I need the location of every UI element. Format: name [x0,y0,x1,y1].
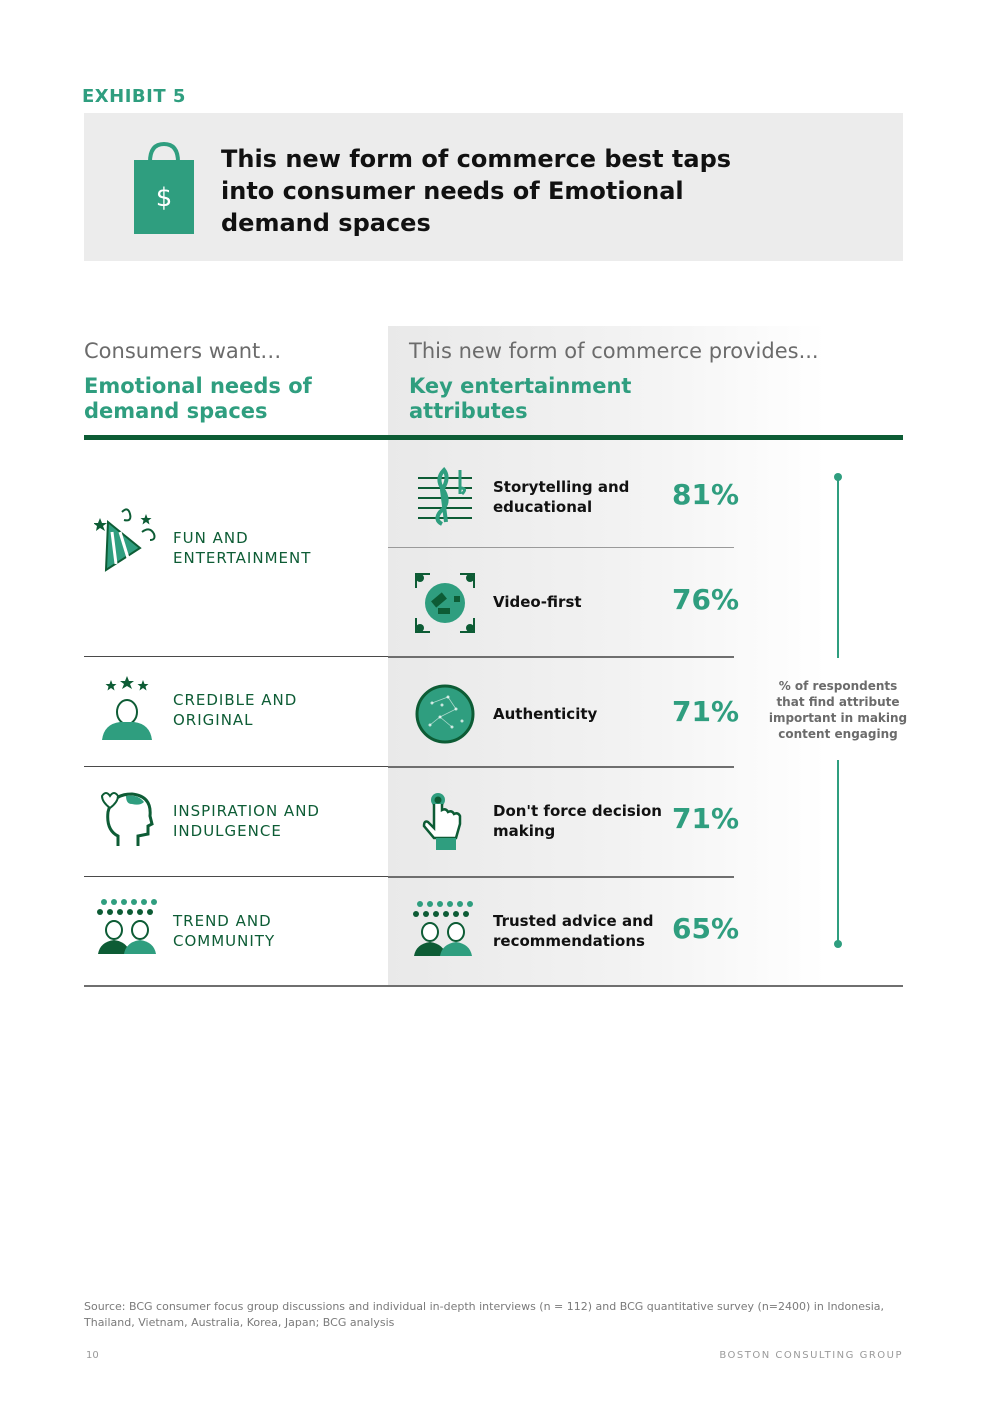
attribute-label-trusted: Trusted advice and recommendations [493,912,654,950]
row-divider [84,766,388,767]
scale-line-top [837,476,839,658]
attribute-value-authenticity: 71% [672,695,740,728]
pointing-hand-icon [412,788,478,854]
shopping-bag-icon [130,140,198,236]
person-stars-icon [94,674,160,740]
globe-icon [412,681,478,747]
left-column-intro: Consumers want… [84,339,282,363]
row-divider [388,876,734,878]
bag-dollar-symbol: $ [155,183,173,213]
attribute-label-video: Video-first [493,593,582,611]
attribute-value-video: 76% [672,583,740,616]
header-rule [84,435,903,440]
need-label-credible: CREDIBLE AND ORIGINAL [173,691,298,729]
crowd-icon [94,892,160,958]
source-note: Source: BCG consumer focus group discussions and individual in-depth interviews (n = 112) and BCG quantitative survey (n=2400) in Indonesia, Thailand, Vietnam, Australia, Korea, Japan; BCG analysis [84,1300,885,1329]
attribute-label-authenticity: Authenticity [493,705,598,723]
need-label-trend: TREND AND COMMUNITY [173,912,276,950]
attribute-value-trusted: 65% [672,912,740,945]
row-divider [388,656,734,658]
attribute-value-storytelling: 81% [672,478,740,511]
row-divider [84,876,388,877]
music-notes-icon [412,464,478,530]
attribute-label-decision: Don't force decision making [493,802,662,840]
exhibit-label: EXHIBIT 5 [82,86,186,107]
scale-line-bottom [837,760,839,944]
crowd-icon [410,894,476,960]
exhibit-title: This new form of commerce best taps into consumer needs of Emotional demand spaces [221,145,732,237]
video-screen-icon [412,570,478,636]
scale-dot-bottom [834,940,842,948]
left-column-heading: Emotional needs of demand spaces [84,374,312,423]
need-label-fun: FUN AND ENTERTAINMENT [173,529,312,567]
row-divider [388,766,734,768]
right-column-heading: Key entertainment attributes [409,374,632,423]
attribute-value-decision: 71% [672,802,740,835]
attribute-label-storytelling: Storytelling and educational [493,478,630,516]
head-heart-icon [94,786,160,852]
scale-note: % of respondents that find attribute important in making content engaging [768,679,908,741]
need-label-inspiration: INSPIRATION AND INDULGENCE [173,802,320,840]
row-divider [388,547,734,548]
right-column-intro: This new form of commerce provides... [409,339,819,363]
page-number: 10 [86,1350,99,1361]
brand-footer: BOSTON CONSULTING GROUP [719,1350,903,1361]
scale-dot-top [834,473,842,481]
party-hat-icon [94,508,160,574]
row-divider [84,656,388,657]
table-bottom-rule [84,985,903,987]
